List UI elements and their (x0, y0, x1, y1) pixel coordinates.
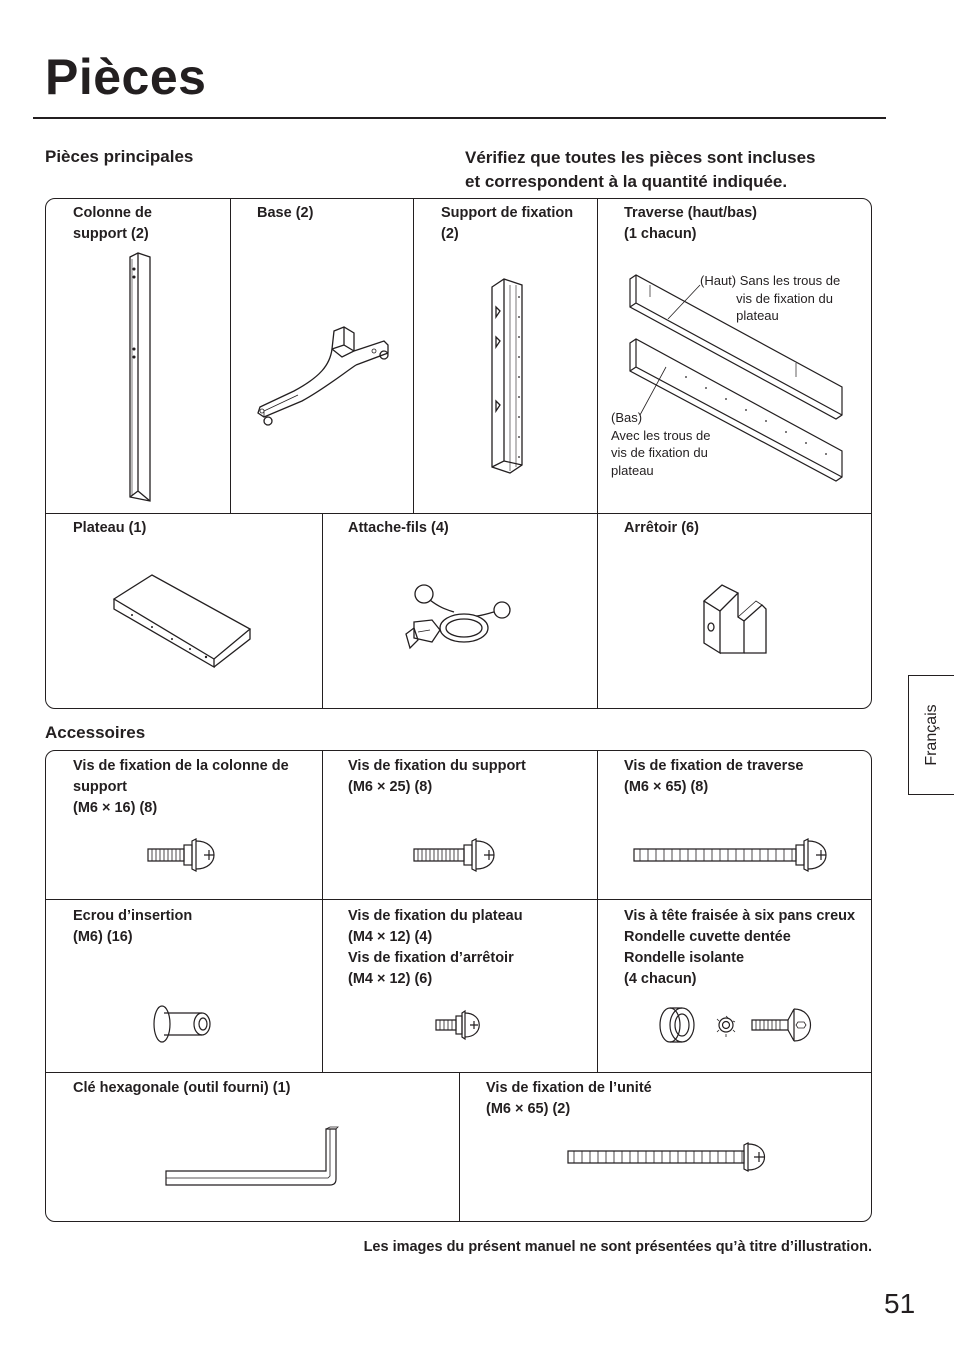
stopper-icon (698, 583, 770, 659)
part-label-mounting-bracket: Support de fixation (2) (441, 205, 574, 242)
acc-label-hex-key: Clé hexagonale (outil fourni) (1) (73, 1080, 291, 1096)
long-screw-icon (632, 837, 834, 873)
small-screw-icon (434, 1009, 484, 1041)
countersunk-screw-set-icon (656, 1005, 810, 1049)
main-parts-heading: Pièces principales (45, 147, 194, 166)
language-tab-label: Français (922, 704, 940, 766)
support-column-icon (124, 251, 154, 503)
main-parts-table (45, 198, 872, 709)
check-note: Vérifiez que toutes les pièces sont incluses et correspondent à la quantité indiquée. (465, 148, 816, 191)
illustration-disclaimer: Les images du présent manuel ne sont présentées qu’à titre d’illustration. (363, 1239, 872, 1255)
mounting-bracket-icon (488, 277, 528, 477)
shelf-icon (110, 573, 254, 669)
acc-label-bracket-screw: Vis de fixation du support (M6 × 25) (8) (348, 758, 526, 795)
acc-label-shelf-screw: Vis de fixation du plateau (M4 × 12) (4) Vis de fixation d’arrêtoir (M4 × 12) (6) (348, 908, 523, 987)
page-number: 51 (884, 1288, 916, 1319)
acc-label-countersunk-set: Vis à tête fraisée à six pans creux Rondelle cuvette dentée Rondelle isolante (4 chacun) (624, 908, 856, 987)
cable-tie-icon (400, 582, 516, 658)
medium-screw-icon (412, 837, 502, 873)
part-label-stopper: Arrêtoir (6) (624, 520, 699, 536)
acc-label-unit-screw: Vis de fixation de l’unité (M6 × 65) (2) (486, 1080, 652, 1117)
acc-label-column-screw: Vis de fixation de la colonne de support (M6 × 16) (8) (73, 758, 289, 816)
part-label-crossbar: Traverse (haut/bas) (1 chacun) (624, 205, 757, 242)
accessories-table (45, 750, 872, 1222)
crossbar-top-note: (Haut) Sans les trous de vis de fixation du plateau (700, 273, 841, 323)
crossbar-bottom-note: (Bas) Avec les trous de vis de fixation du plateau (611, 410, 711, 478)
part-label-cable-tie: Attache-fils (4) (348, 520, 449, 536)
language-tab (908, 675, 954, 795)
base-icon (254, 325, 394, 429)
short-screw-icon (146, 837, 222, 873)
insert-nut-icon (152, 1003, 214, 1045)
accessories-heading: Accessoires (45, 723, 146, 742)
page-title: Pièces (45, 49, 207, 105)
acc-label-crossbar-screw: Vis de fixation de traverse (M6 × 65) (8) (624, 758, 804, 795)
title-divider (33, 117, 886, 119)
part-label-base: Base (2) (257, 205, 314, 221)
part-label-support-column: Colonne de support (2) (73, 205, 152, 242)
hex-key-icon (164, 1127, 344, 1187)
part-label-shelf: Plateau (1) (73, 520, 147, 536)
unit-screw-icon (566, 1141, 770, 1173)
acc-label-insert-nut: Ecrou d’insertion (M6) (16) (73, 908, 193, 945)
